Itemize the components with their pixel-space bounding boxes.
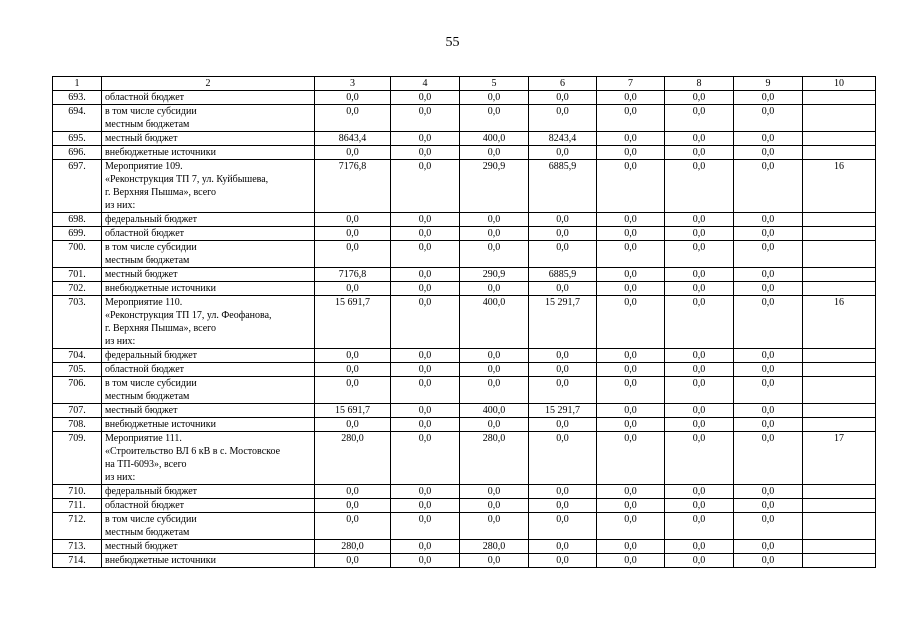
column-header: 10 — [803, 77, 876, 91]
description-cell: местный бюджет — [102, 404, 315, 418]
col8-cell: 0,0 — [665, 91, 734, 105]
table-row — [53, 105, 876, 132]
total-cell: 8643,4 — [315, 132, 391, 146]
description-cell: областной бюджет — [102, 499, 315, 513]
col8-cell: 0,0 — [665, 146, 734, 160]
row-number-cell: 706. — [53, 377, 102, 404]
col8-cell: 0,0 — [665, 227, 734, 241]
col7-cell: 0,0 — [597, 227, 665, 241]
col4-cell: 0,0 — [391, 213, 460, 227]
col9-cell: 0,0 — [734, 418, 803, 432]
description-cell: Мероприятие 110. «Реконструкция ТП 17, ул. Феофанова, г. Верхняя Пышма», всего из них: — [102, 296, 315, 349]
col7-cell: 0,0 — [597, 499, 665, 513]
col8-cell: 0,0 — [665, 540, 734, 554]
total-cell: 0,0 — [315, 91, 391, 105]
col6-cell: 6885,9 — [529, 268, 597, 282]
col4-cell: 0,0 — [391, 282, 460, 296]
table-row — [53, 377, 876, 404]
col6-cell: 0,0 — [529, 91, 597, 105]
col7-cell: 0,0 — [597, 282, 665, 296]
col7-cell: 0,0 — [597, 105, 665, 132]
total-cell: 0,0 — [315, 554, 391, 568]
ref-cell — [803, 241, 876, 268]
ref-cell — [803, 540, 876, 554]
total-cell: 0,0 — [315, 349, 391, 363]
description-cell: в том числе субсидии местным бюджетам — [102, 513, 315, 540]
table-row — [53, 213, 876, 227]
description-cell: федеральный бюджет — [102, 213, 315, 227]
total-cell: 7176,8 — [315, 160, 391, 213]
col4-cell: 0,0 — [391, 91, 460, 105]
description-cell: Мероприятие 109. «Реконструкция ТП 7, ул. Куйбышева, г. Верхняя Пышма», всего из них: — [102, 160, 315, 213]
col5-cell: 400,0 — [460, 296, 529, 349]
column-header: 1 — [53, 77, 102, 91]
col8-cell: 0,0 — [665, 513, 734, 540]
table-row — [53, 146, 876, 160]
table-row — [53, 160, 876, 213]
row-number-cell: 713. — [53, 540, 102, 554]
description-cell: областной бюджет — [102, 91, 315, 105]
ref-cell: 16 — [803, 160, 876, 213]
row-number-cell: 693. — [53, 91, 102, 105]
row-number-cell: 700. — [53, 241, 102, 268]
total-cell: 0,0 — [315, 499, 391, 513]
ref-cell: 17 — [803, 432, 876, 485]
col8-cell: 0,0 — [665, 363, 734, 377]
col9-cell: 0,0 — [734, 513, 803, 540]
col6-cell: 0,0 — [529, 363, 597, 377]
col7-cell: 0,0 — [597, 213, 665, 227]
total-cell: 0,0 — [315, 377, 391, 404]
col8-cell: 0,0 — [665, 554, 734, 568]
table-row — [53, 91, 876, 105]
col5-cell: 0,0 — [460, 105, 529, 132]
col6-cell: 15 291,7 — [529, 404, 597, 418]
col5-cell: 0,0 — [460, 499, 529, 513]
table-row — [53, 404, 876, 418]
col6-cell: 15 291,7 — [529, 296, 597, 349]
col5-cell: 0,0 — [460, 282, 529, 296]
col5-cell: 0,0 — [460, 241, 529, 268]
ref-cell — [803, 513, 876, 540]
col9-cell: 0,0 — [734, 268, 803, 282]
col8-cell: 0,0 — [665, 213, 734, 227]
col7-cell: 0,0 — [597, 363, 665, 377]
column-header: 2 — [102, 77, 315, 91]
total-cell: 0,0 — [315, 105, 391, 132]
row-number-cell: 714. — [53, 554, 102, 568]
col7-cell: 0,0 — [597, 160, 665, 213]
total-cell: 0,0 — [315, 363, 391, 377]
col4-cell: 0,0 — [391, 296, 460, 349]
col8-cell: 0,0 — [665, 377, 734, 404]
col7-cell: 0,0 — [597, 241, 665, 268]
col9-cell: 0,0 — [734, 105, 803, 132]
table-row — [53, 485, 876, 499]
column-header: 4 — [391, 77, 460, 91]
total-cell: 280,0 — [315, 540, 391, 554]
col4-cell: 0,0 — [391, 540, 460, 554]
col9-cell: 0,0 — [734, 554, 803, 568]
col5-cell: 0,0 — [460, 363, 529, 377]
col8-cell: 0,0 — [665, 105, 734, 132]
col5-cell: 0,0 — [460, 227, 529, 241]
col6-cell: 8243,4 — [529, 132, 597, 146]
ref-cell — [803, 105, 876, 132]
col4-cell: 0,0 — [391, 499, 460, 513]
col6-cell: 0,0 — [529, 513, 597, 540]
ref-cell: 16 — [803, 296, 876, 349]
col6-cell: 0,0 — [529, 282, 597, 296]
col8-cell: 0,0 — [665, 268, 734, 282]
col5-cell: 0,0 — [460, 377, 529, 404]
column-header: 6 — [529, 77, 597, 91]
col4-cell: 0,0 — [391, 485, 460, 499]
description-cell: внебюджетные источники — [102, 418, 315, 432]
col9-cell: 0,0 — [734, 213, 803, 227]
col4-cell: 0,0 — [391, 404, 460, 418]
col9-cell: 0,0 — [734, 132, 803, 146]
col9-cell: 0,0 — [734, 91, 803, 105]
column-header: 5 — [460, 77, 529, 91]
col7-cell: 0,0 — [597, 268, 665, 282]
col4-cell: 0,0 — [391, 241, 460, 268]
total-cell: 0,0 — [315, 485, 391, 499]
col9-cell: 0,0 — [734, 282, 803, 296]
col6-cell: 0,0 — [529, 432, 597, 485]
col8-cell: 0,0 — [665, 404, 734, 418]
col8-cell: 0,0 — [665, 282, 734, 296]
description-cell: в том числе субсидии местным бюджетам — [102, 377, 315, 404]
table-row — [53, 432, 876, 485]
description-cell: Мероприятие 111. «Строительство ВЛ 6 кВ в с. Мостовское на ТП-6093», всего из них: — [102, 432, 315, 485]
col7-cell: 0,0 — [597, 418, 665, 432]
col4-cell: 0,0 — [391, 146, 460, 160]
col6-cell: 0,0 — [529, 499, 597, 513]
total-cell: 0,0 — [315, 513, 391, 540]
description-cell: внебюджетные источники — [102, 554, 315, 568]
ref-cell — [803, 363, 876, 377]
col8-cell: 0,0 — [665, 296, 734, 349]
ref-cell — [803, 377, 876, 404]
description-cell: областной бюджет — [102, 227, 315, 241]
ref-cell — [803, 227, 876, 241]
col6-cell: 0,0 — [529, 418, 597, 432]
table-row — [53, 540, 876, 554]
total-cell: 0,0 — [315, 418, 391, 432]
col5-cell: 400,0 — [460, 132, 529, 146]
col5-cell: 0,0 — [460, 91, 529, 105]
description-cell: федеральный бюджет — [102, 485, 315, 499]
col9-cell: 0,0 — [734, 363, 803, 377]
col7-cell: 0,0 — [597, 132, 665, 146]
col4-cell: 0,0 — [391, 160, 460, 213]
table-row — [53, 296, 876, 349]
column-header: 7 — [597, 77, 665, 91]
col5-cell: 290,9 — [460, 160, 529, 213]
col9-cell: 0,0 — [734, 296, 803, 349]
col6-cell: 0,0 — [529, 554, 597, 568]
row-number-cell: 701. — [53, 268, 102, 282]
row-number-cell: 710. — [53, 485, 102, 499]
col4-cell: 0,0 — [391, 363, 460, 377]
col6-cell: 0,0 — [529, 146, 597, 160]
budget-table — [52, 76, 876, 568]
col8-cell: 0,0 — [665, 160, 734, 213]
col7-cell: 0,0 — [597, 554, 665, 568]
description-cell: местный бюджет — [102, 268, 315, 282]
table-row — [53, 513, 876, 540]
col5-cell: 280,0 — [460, 432, 529, 485]
col7-cell: 0,0 — [597, 404, 665, 418]
col7-cell: 0,0 — [597, 485, 665, 499]
column-header: 8 — [665, 77, 734, 91]
col9-cell: 0,0 — [734, 146, 803, 160]
col4-cell: 0,0 — [391, 554, 460, 568]
col7-cell: 0,0 — [597, 540, 665, 554]
col7-cell: 0,0 — [597, 146, 665, 160]
col6-cell: 0,0 — [529, 227, 597, 241]
table-row — [53, 499, 876, 513]
table-row — [53, 241, 876, 268]
col5-cell: 0,0 — [460, 349, 529, 363]
ref-cell — [803, 418, 876, 432]
col8-cell: 0,0 — [665, 132, 734, 146]
col6-cell: 0,0 — [529, 485, 597, 499]
col6-cell: 0,0 — [529, 213, 597, 227]
ref-cell — [803, 485, 876, 499]
col6-cell: 0,0 — [529, 105, 597, 132]
col4-cell: 0,0 — [391, 418, 460, 432]
ref-cell — [803, 554, 876, 568]
col8-cell: 0,0 — [665, 432, 734, 485]
column-header: 9 — [734, 77, 803, 91]
row-number-cell: 694. — [53, 105, 102, 132]
col9-cell: 0,0 — [734, 349, 803, 363]
col8-cell: 0,0 — [665, 418, 734, 432]
col8-cell: 0,0 — [665, 485, 734, 499]
table-row — [53, 349, 876, 363]
col8-cell: 0,0 — [665, 241, 734, 268]
col9-cell: 0,0 — [734, 227, 803, 241]
col4-cell: 0,0 — [391, 377, 460, 404]
description-cell: местный бюджет — [102, 540, 315, 554]
table-row — [53, 554, 876, 568]
header-row — [53, 77, 876, 91]
col4-cell: 0,0 — [391, 349, 460, 363]
col6-cell: 0,0 — [529, 377, 597, 404]
col6-cell: 0,0 — [529, 241, 597, 268]
page-number: 55 — [445, 35, 460, 50]
col5-cell: 280,0 — [460, 540, 529, 554]
col9-cell: 0,0 — [734, 377, 803, 404]
row-number-cell: 696. — [53, 146, 102, 160]
table-row — [53, 268, 876, 282]
ref-cell — [803, 91, 876, 105]
description-cell: областной бюджет — [102, 363, 315, 377]
total-cell: 0,0 — [315, 227, 391, 241]
col9-cell: 0,0 — [734, 241, 803, 268]
col9-cell: 0,0 — [734, 160, 803, 213]
col9-cell: 0,0 — [734, 499, 803, 513]
col8-cell: 0,0 — [665, 349, 734, 363]
col4-cell: 0,0 — [391, 268, 460, 282]
column-header: 3 — [315, 77, 391, 91]
description-cell: внебюджетные источники — [102, 146, 315, 160]
total-cell: 15 691,7 — [315, 296, 391, 349]
col5-cell: 0,0 — [460, 146, 529, 160]
row-number-cell: 695. — [53, 132, 102, 146]
col5-cell: 0,0 — [460, 213, 529, 227]
col4-cell: 0,0 — [391, 105, 460, 132]
row-number-cell: 712. — [53, 513, 102, 540]
col4-cell: 0,0 — [391, 227, 460, 241]
col8-cell: 0,0 — [665, 499, 734, 513]
col7-cell: 0,0 — [597, 349, 665, 363]
col9-cell: 0,0 — [734, 404, 803, 418]
col5-cell: 0,0 — [460, 485, 529, 499]
col7-cell: 0,0 — [597, 296, 665, 349]
ref-cell — [803, 282, 876, 296]
table-row — [53, 132, 876, 146]
table-row — [53, 418, 876, 432]
total-cell: 0,0 — [315, 146, 391, 160]
table-row — [53, 282, 876, 296]
col6-cell: 0,0 — [529, 349, 597, 363]
ref-cell — [803, 349, 876, 363]
col5-cell: 0,0 — [460, 513, 529, 540]
col5-cell: 290,9 — [460, 268, 529, 282]
description-cell: местный бюджет — [102, 132, 315, 146]
col6-cell: 6885,9 — [529, 160, 597, 213]
description-cell: внебюджетные источники — [102, 282, 315, 296]
col5-cell: 400,0 — [460, 404, 529, 418]
col9-cell: 0,0 — [734, 432, 803, 485]
ref-cell — [803, 146, 876, 160]
ref-cell — [803, 132, 876, 146]
description-cell: в том числе субсидии местным бюджетам — [102, 241, 315, 268]
total-cell: 280,0 — [315, 432, 391, 485]
row-number-cell: 702. — [53, 282, 102, 296]
col9-cell: 0,0 — [734, 485, 803, 499]
row-number-cell: 708. — [53, 418, 102, 432]
col5-cell: 0,0 — [460, 554, 529, 568]
row-number-cell: 707. — [53, 404, 102, 418]
col9-cell: 0,0 — [734, 540, 803, 554]
table-row — [53, 363, 876, 377]
ref-cell — [803, 268, 876, 282]
total-cell: 0,0 — [315, 282, 391, 296]
total-cell: 0,0 — [315, 213, 391, 227]
table-row — [53, 227, 876, 241]
col4-cell: 0,0 — [391, 513, 460, 540]
col7-cell: 0,0 — [597, 377, 665, 404]
col7-cell: 0,0 — [597, 513, 665, 540]
row-number-cell: 705. — [53, 363, 102, 377]
col5-cell: 0,0 — [460, 418, 529, 432]
total-cell: 15 691,7 — [315, 404, 391, 418]
row-number-cell: 698. — [53, 213, 102, 227]
total-cell: 7176,8 — [315, 268, 391, 282]
col4-cell: 0,0 — [391, 432, 460, 485]
col6-cell: 0,0 — [529, 540, 597, 554]
total-cell: 0,0 — [315, 241, 391, 268]
ref-cell — [803, 499, 876, 513]
row-number-cell: 699. — [53, 227, 102, 241]
row-number-cell: 704. — [53, 349, 102, 363]
description-cell: федеральный бюджет — [102, 349, 315, 363]
col4-cell: 0,0 — [391, 132, 460, 146]
row-number-cell: 709. — [53, 432, 102, 485]
description-cell: в том числе субсидии местным бюджетам — [102, 105, 315, 132]
col7-cell: 0,0 — [597, 91, 665, 105]
row-number-cell: 703. — [53, 296, 102, 349]
col7-cell: 0,0 — [597, 432, 665, 485]
row-number-cell: 711. — [53, 499, 102, 513]
ref-cell — [803, 213, 876, 227]
ref-cell — [803, 404, 876, 418]
row-number-cell: 697. — [53, 160, 102, 213]
